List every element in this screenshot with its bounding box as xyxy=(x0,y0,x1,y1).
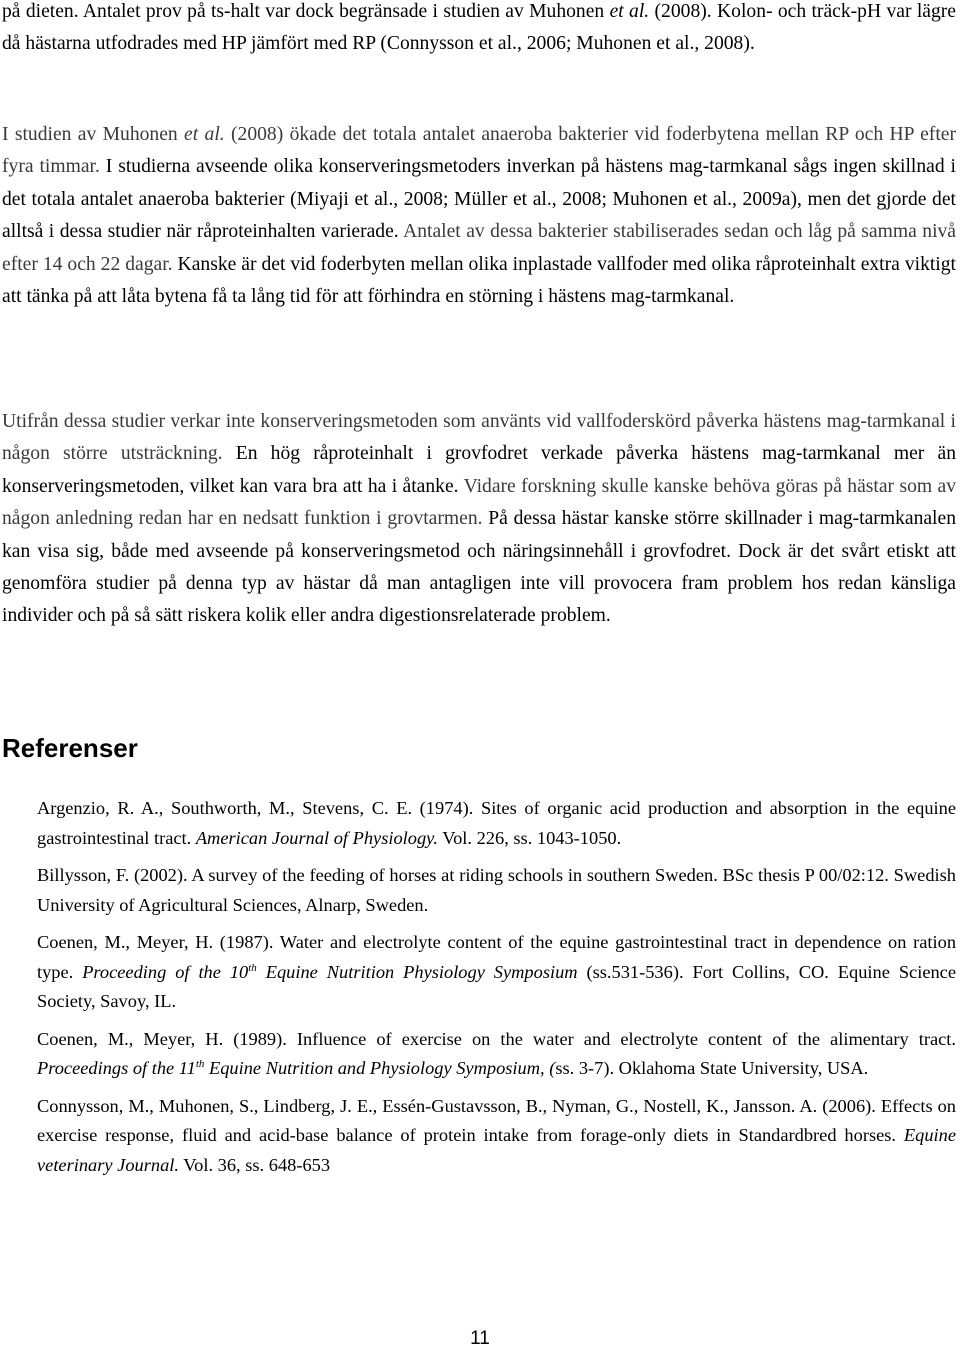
paragraph-2-part-a: I studien av Muhonen xyxy=(2,124,185,145)
paragraph-1-part-a: på dieten. Antalet prov på ts-halt var dock begränsade i studien av Muhonen xyxy=(2,1,610,22)
reference-details: (ss.531-536). Fort Collins, CO. Equine Science Society, Savoy, IL. xyxy=(37,961,957,1011)
reference-journal xyxy=(82,962,577,982)
reference-title: Water and electrolyte content of the equine gastrointestinal tract in dependence on ration type. xyxy=(37,932,957,982)
reference-item xyxy=(37,861,956,920)
reference-title: Effects on exercise response, fluid and acid-base balance of protein intake from forage-only diets in Standardbred horses. xyxy=(37,1095,957,1145)
reference-title: A survey of the feeding of horses at riding schools in southern Sweden. BSc thesis P 00/02:12. Swedish University of Agricultural Sciences, Alnarp, Sweden. xyxy=(37,865,956,915)
paragraph-3-part-a: Utifrån dessa studier verkar inte konserveringsmetoden som använts vid vallfoderskörd påverka hästens mag-tarmkanal i någon större utsträckning. xyxy=(2,411,956,465)
reference-authors: Coenen, M., Meyer, H. (1989). xyxy=(37,1028,287,1049)
paragraph-1 xyxy=(2,0,956,61)
paragraph-3-text xyxy=(2,406,956,633)
paragraph-1-em: et al. xyxy=(609,1,650,22)
reference-details: Vol. 226, ss. 1043-1050. xyxy=(437,827,622,848)
reference-title: Influence of exercise on the water and electrolyte content of the alimentary tract. xyxy=(286,1028,956,1049)
reference-journal-part-b: Equine Nutrition and Physiology Symposium, ( xyxy=(204,1058,556,1078)
paragraph-2-text xyxy=(2,119,956,313)
reference-item xyxy=(37,1025,956,1084)
reference-journal-part-a: Proceedings of the 11 xyxy=(37,1058,196,1078)
reference-journal-superscript: th xyxy=(195,1057,205,1070)
page-number: 11 xyxy=(470,1328,490,1349)
reference-item xyxy=(37,1092,956,1181)
paragraph-3-part-c: Vidare forskning skulle kanske behöva göras på hästar som av någon anledning redan har en nedsatt funktion i grovtarmen. xyxy=(2,475,956,530)
references-heading: Referenser xyxy=(2,733,138,763)
reference-authors: Coenen, M., Meyer, H. (1987). xyxy=(37,932,274,952)
reference-journal xyxy=(37,1058,555,1078)
paragraph-2-part-c: I studierna avseende olika konserveringsmetoders inverkan på hästens mag-tarmkanal sågs ingen skillnad i det totala antalet anaeroba bakterier (Miyaji et al., 2008; Müller et al., 2008; Muhonen et al., 2009a), men det gjorde det alltså i dessa studier när råproteinhalten varierade. xyxy=(2,156,956,243)
references-list xyxy=(37,794,956,1188)
paragraph-3-part-e: Dock är det svårt etiskt att genomföra studier på denna typ av hästar då man antagligen inte vill provocera fram problem hos redan känsliga individer och på så sätt riskera kolik eller andra digestionsrelaterade problem. xyxy=(2,540,956,627)
reference-item xyxy=(37,928,956,1017)
paragraph-1-part-b: (2008). Kolon- och träck-pH var lägre då hästarna utfodrades med HP jämfört med RP (Connysson et al., 2006; Muhonen et al., 2008). xyxy=(2,1,956,55)
paragraph-3 xyxy=(2,406,956,633)
reference-journal-superscript: th xyxy=(248,961,257,974)
reference-journal: American Journal of Physiology. xyxy=(195,827,438,848)
reference-journal-part-a: Proceeding of the 10 xyxy=(82,961,249,982)
paragraph-1-text xyxy=(2,0,956,61)
paragraph-3-part-d: På dessa hästar kanske större skillnader i mag-tarmkanalen kan visa sig, både med avseende på konserveringsmetod och näringsinnehåll i grovfodret. xyxy=(2,508,956,562)
reference-details: Vol. 36, ss. 648-653 xyxy=(178,1154,331,1175)
reference-title: Sites of organic acid production and absorption in the equine gastrointestinal tract. xyxy=(37,798,956,848)
paragraph-2-em: et al. xyxy=(184,124,225,145)
reference-authors: Argenzio, R. A., Southworth, M., Stevens, C. E. (1974). xyxy=(37,798,474,818)
reference-authors: Connysson, M., Muhonen, S., Lindberg, J. E., Essén-Gustavsson, B., Nyman, G., Nostell, K., Jansson. A. (2006). xyxy=(37,1095,876,1116)
reference-details: ss. 3-7). Oklahoma State University, USA. xyxy=(555,1058,869,1078)
reference-authors: Billysson, F. (2002). xyxy=(37,865,188,885)
reference-item xyxy=(37,794,956,853)
reference-journal-part-b: Equine Nutrition Physiology Symposium xyxy=(256,961,578,982)
paragraph-2-part-b: (2008) ökade det totala antalet anaeroba bakterier vid foderbytena mellan RP och HP efter fyra timmar. xyxy=(2,124,956,178)
paragraph-2-part-e: Kanske är det vid foderbyten mellan olika inplastade vallfoder med olika råproteinhalt extra viktigt att tänka på att låta bytena få ta lång tid för att förhindra en störning i hästens mag-tarmkanal. xyxy=(2,253,956,308)
paragraph-2-part-d: Antalet av dessa bakterier stabiliserades sedan och låg på samma nivå efter 14 och 22 dagar. xyxy=(2,221,957,275)
reference-journal: Equine veterinary Journal. xyxy=(37,1125,956,1175)
paragraph-2 xyxy=(2,119,956,313)
paragraph-3-part-b: En hög råproteinhalt i grovfodret verkade påverka hästens mag-tarmkanal mer än konserveringsmetoden, vilket kan vara bra att ha i åtanke. xyxy=(2,443,956,497)
